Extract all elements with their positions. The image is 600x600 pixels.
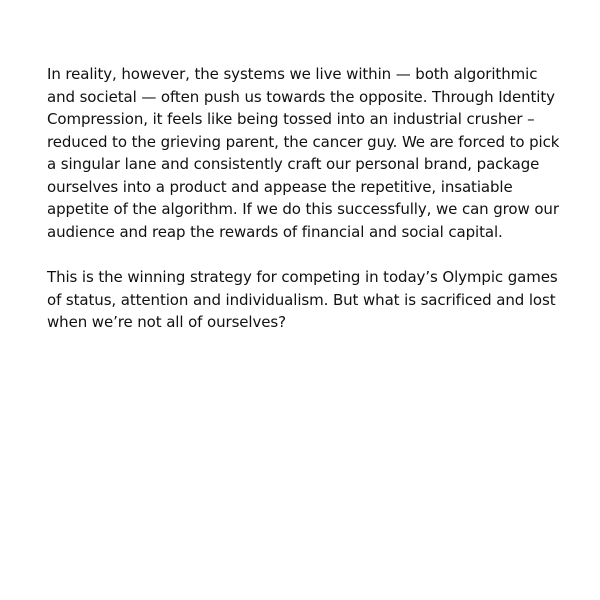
paragraph-2: This is the winning strategy for competing in today’s Olympic games of status, attention and individualism. But what is sacrificed and lost when we’re not all of ourselves? — [47, 268, 558, 331]
body-text — [47, 63, 567, 357]
paragraph-1: In reality, however, the systems we live within — both algorithmic and societal — often push us towards the opposite. Through Identity Compression, it feels like being tossed into an industrial crusher – reduced to the grieving parent, the cancer guy. We are forced to pick a singular lane and consistently craft our personal brand, package ourselves into a product and appease the repetitive, insatiable appetite of the algorithm. If we do this successfully, we can grow our audience and reap the rewards of financial and social capital. — [47, 65, 560, 241]
